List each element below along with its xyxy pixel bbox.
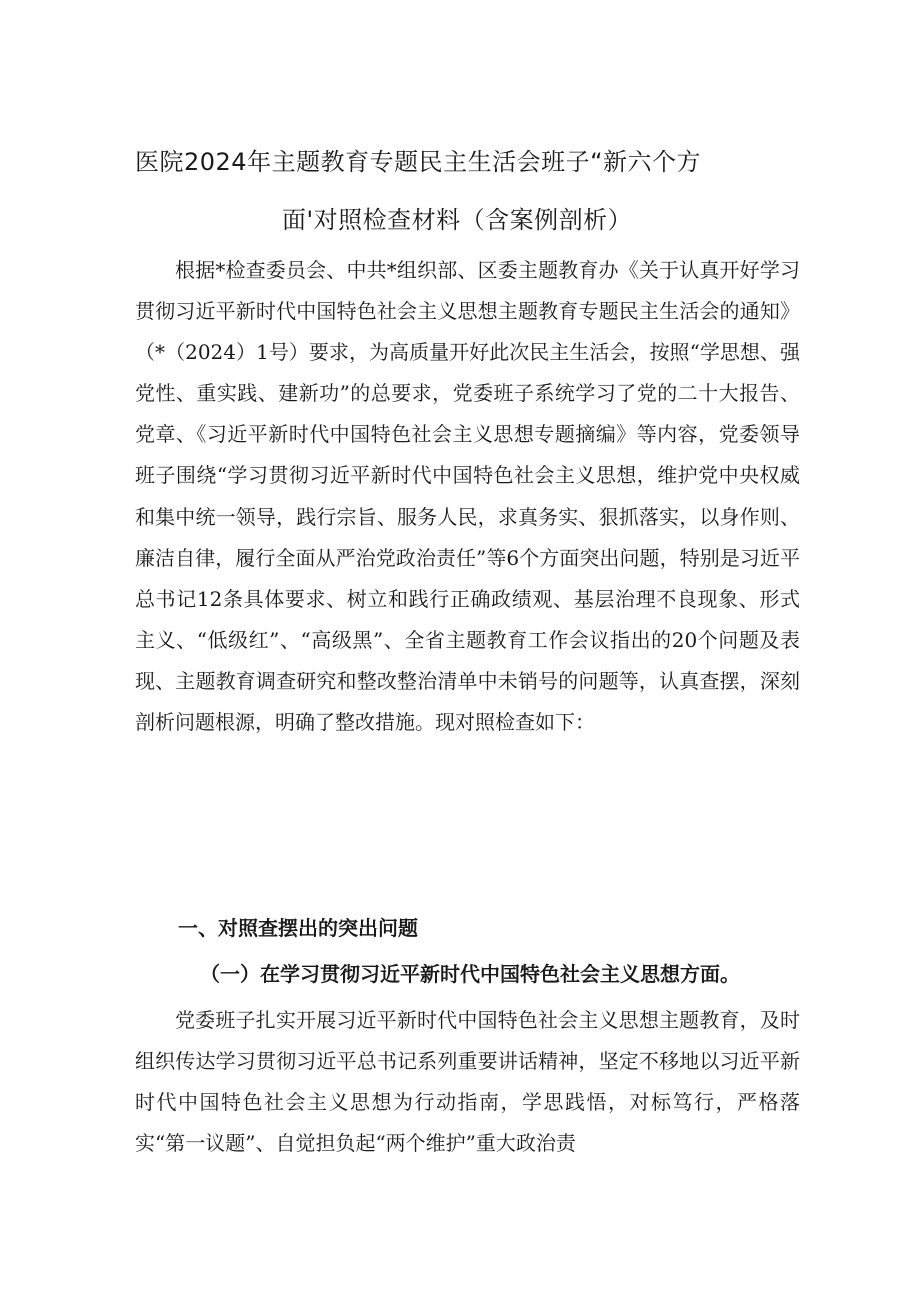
document-title-line-2: 面'对照检查材料（含案例剖析） xyxy=(282,206,633,234)
subsection-heading: （一）在学习贯彻习近平新时代中国特色社会主义思想方面。 xyxy=(200,962,740,986)
intro-paragraph: 根据*检查委员会、中共*组织部、区委主题教育办《关于认真开好学习贯彻习近平新时代中国特色社会主义思想主题教育专题民主生活会的通知》（*（2024）1号）要求，为高质量开好此次民主生活会，按照“学思想、强党性、重实践、建新功”的总要求，党委班子系统学习了党的二十大报告、党章、《习近平新时代中国特色社会主义思想专题摘编》等内容，党委领导班子围绕“学习贯彻习近平新时代中国特色社会主义思想，维护党中央权威和集中统一领导，践行宗旨、服务人民，求真务实、狠抓落实，以身作则、廉洁自律，履行全面从严治党政治责任”等6个方面突出问题，特别是习近平总书记12条具体要求、树立和践行正确政绩观、基层治理不良现象、形式主义、“低级红”、“高级黑”、全省主题教育工作会议指出的20个问题及表现、主题教育调查研究和整改整治清单中未销号的问题等，认真查摆，深刻剖析问题根源，明确了整改措施。现对照检查如下： xyxy=(135,258,800,735)
document-title-line-1: 医院2024年主题教育专题民主生活会班子“新六个方 xyxy=(135,148,702,176)
body-paragraph: 党委班子扎实开展习近平新时代中国特色社会主义思想主题教育，及时组织传达学习贯彻习近平总书记系列重要讲话精神，坚定不移地以习近平新时代中国特色社会主义思想为行动指南，学思践悟，对标笃行，严格落实“第一议题”、自觉担负起“两个维护”重大政治责 xyxy=(135,1008,800,1156)
section-heading: 一、对照查摆出的突出问题 xyxy=(178,916,418,940)
